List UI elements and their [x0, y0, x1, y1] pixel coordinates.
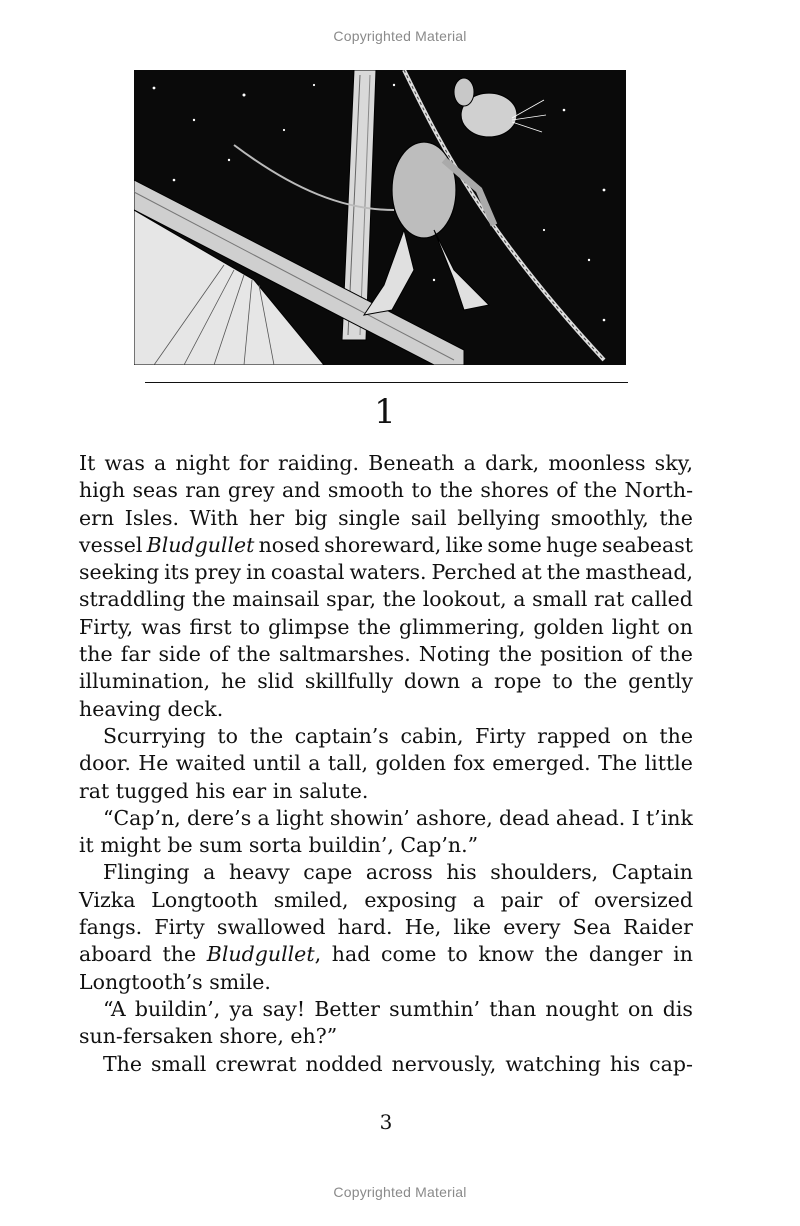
- text-word: the: [79, 642, 113, 667]
- text-word: gently: [628, 669, 693, 694]
- text-word: be: [167, 833, 200, 858]
- text-word: than: [489, 996, 537, 1021]
- text-line: [79, 1023, 693, 1050]
- text-word: the: [659, 505, 693, 530]
- text-line: [79, 532, 693, 559]
- text-word: huge: [546, 532, 598, 557]
- text-word: swallowed: [216, 915, 326, 940]
- text-word: straddling: [79, 587, 186, 612]
- text-word: t’ink: [645, 805, 693, 830]
- text-word: in: [246, 560, 266, 585]
- text-word: first: [189, 614, 232, 639]
- text-word: his: [195, 778, 233, 803]
- page-number: 3: [379, 1110, 393, 1134]
- text-word: a: [203, 860, 216, 885]
- text-word: Cap’n.”: [400, 833, 479, 858]
- text-word: light: [275, 805, 324, 830]
- chapter-number: 1: [374, 392, 396, 432]
- text-line: [79, 914, 693, 941]
- chapter-divider-rule: [145, 382, 628, 383]
- text-line: [79, 668, 693, 695]
- text-word: danger: [588, 942, 663, 967]
- text-word: Isles.: [124, 505, 180, 530]
- text-word: sumthin’: [389, 996, 481, 1021]
- text-word: cape: [303, 860, 353, 885]
- text-line: [79, 805, 693, 832]
- text-word: smiled,: [273, 887, 349, 912]
- text-word: raiding.: [277, 451, 360, 475]
- text-word: “Cap’n,: [103, 805, 181, 830]
- text-word: pair: [500, 887, 543, 912]
- text-word: shore,: [219, 1024, 291, 1049]
- text-word: spar,: [326, 587, 376, 612]
- text-line: [79, 559, 693, 586]
- text-word: golden: [533, 614, 604, 639]
- text-word: rope: [493, 669, 542, 694]
- text-word: the: [162, 942, 197, 967]
- text-word: Better: [314, 996, 380, 1021]
- text-word: vessel: [79, 532, 143, 557]
- text-word: sorta: [248, 833, 309, 858]
- text-line: [79, 750, 693, 777]
- text-word: Bludgullet,: [206, 942, 322, 967]
- text-word: a: [308, 751, 321, 776]
- text-word: the: [583, 669, 618, 694]
- text-word: Scurrying: [103, 723, 206, 748]
- text-word: Vizka: [79, 887, 136, 912]
- text-word: eh?”: [290, 1024, 338, 1049]
- text-word: to: [552, 669, 573, 694]
- text-word: until: [253, 751, 301, 776]
- text-word: a: [154, 451, 167, 475]
- text-word: crewrat: [215, 1051, 297, 1076]
- text-word: Firty,: [79, 614, 134, 639]
- text-word: I: [631, 805, 640, 830]
- text-word: “A: [103, 996, 126, 1021]
- text-word: little: [644, 751, 693, 776]
- text-word: lookout,: [422, 587, 507, 612]
- text-word: Sea: [572, 915, 612, 940]
- text-line: [79, 723, 693, 750]
- text-word: seabeast: [601, 532, 693, 557]
- text-line: [79, 996, 693, 1023]
- text-word: fox: [453, 751, 485, 776]
- text-word: captain’s: [294, 723, 389, 748]
- text-line: [79, 641, 693, 668]
- text-word: rapped: [537, 723, 611, 748]
- text-word: glimmering,: [398, 614, 526, 639]
- text-word: nervously,: [391, 1051, 497, 1076]
- text-word: a: [472, 887, 485, 912]
- text-word: tall,: [327, 751, 368, 776]
- text-word: waited: [175, 751, 246, 776]
- text-word: coastal: [270, 560, 345, 585]
- text-word: buildin’,: [134, 996, 221, 1021]
- text-word: a: [257, 805, 270, 830]
- text-word: shoreward,: [324, 532, 442, 557]
- text-word: far: [120, 642, 151, 667]
- text-word: shoulders,: [490, 860, 599, 885]
- text-word: a: [513, 587, 526, 612]
- text-word: He: [138, 751, 169, 776]
- text-word: had: [331, 942, 371, 967]
- text-word: on: [627, 996, 654, 1021]
- text-word: glimpse: [268, 614, 350, 639]
- text-word: moonless: [548, 451, 646, 475]
- text-word: for: [239, 451, 269, 475]
- text-word: smooth: [327, 478, 404, 503]
- text-word: like: [445, 532, 484, 557]
- text-line: [79, 586, 693, 613]
- text-word: the: [546, 560, 581, 585]
- text-word: on: [667, 614, 693, 639]
- text-line: [79, 778, 693, 805]
- text-word: Raider: [623, 915, 693, 940]
- text-word: seas: [132, 478, 178, 503]
- text-word: seeking: [79, 560, 160, 585]
- text-word: called: [630, 587, 693, 612]
- text-word: to: [217, 723, 238, 748]
- text-word: might: [100, 833, 168, 858]
- text-word: Beneath: [368, 451, 455, 475]
- text-word: nodded: [305, 1051, 383, 1076]
- text-word: fangs.: [79, 915, 143, 940]
- text-word: sum: [199, 833, 249, 858]
- text-word: nought: [545, 996, 619, 1021]
- text-word: know: [478, 942, 534, 967]
- text-line: [79, 1051, 693, 1078]
- text-word: nosed: [258, 532, 320, 557]
- text-word: night: [175, 451, 230, 475]
- text-word: small: [532, 587, 588, 612]
- text-word: rat: [79, 778, 116, 803]
- text-word: smoothly,: [550, 505, 649, 530]
- text-word: heaving: [79, 696, 168, 721]
- text-word: Firty: [475, 723, 526, 748]
- text-word: and: [281, 478, 321, 503]
- text-line: [79, 477, 693, 504]
- text-word: He,: [404, 915, 442, 940]
- text-word: say!: [262, 996, 306, 1021]
- text-word: The: [103, 1051, 143, 1076]
- text-word: It: [79, 451, 96, 475]
- text-word: down: [403, 669, 461, 694]
- text-word: the: [544, 942, 579, 967]
- text-word: the: [439, 478, 473, 503]
- text-word: across: [365, 860, 433, 885]
- text-word: ear: [232, 778, 273, 803]
- text-word: dead: [499, 805, 550, 830]
- text-word: some: [487, 532, 542, 557]
- text-word: the: [659, 723, 693, 748]
- text-line: [79, 887, 693, 914]
- text-word: ashore,: [416, 805, 493, 830]
- text-word: rat: [593, 587, 625, 612]
- text-line: [79, 505, 693, 532]
- text-word: Flinging: [103, 860, 190, 885]
- text-line: [79, 696, 693, 723]
- text-word: of: [556, 478, 577, 503]
- text-word: prey: [194, 560, 242, 585]
- text-line: [79, 941, 693, 968]
- text-word: Bludgullet: [146, 532, 255, 557]
- text-word: was: [141, 614, 182, 639]
- text-word: shores: [480, 478, 549, 503]
- text-word: to: [239, 614, 261, 639]
- text-word: of: [558, 887, 579, 912]
- text-word: sail: [410, 505, 447, 530]
- text-word: door.: [79, 751, 131, 776]
- text-word: masthead,: [585, 560, 693, 585]
- text-word: showin’: [329, 805, 410, 830]
- text-word: her: [248, 505, 285, 530]
- text-word: oversized: [593, 887, 693, 912]
- text-word: dere’s: [187, 805, 252, 830]
- text-word: Perched: [431, 560, 517, 585]
- text-word: come: [381, 942, 437, 967]
- text-word: exposing: [364, 887, 457, 912]
- text-word: its: [164, 560, 190, 585]
- text-word: grey: [227, 478, 275, 503]
- text-word: waters.: [349, 560, 427, 585]
- text-word: cap-: [649, 1051, 693, 1076]
- text-word: high: [79, 478, 126, 503]
- text-word: tugged: [115, 778, 196, 803]
- text-word: ahead.: [555, 805, 626, 830]
- text-word: mainsail: [232, 587, 320, 612]
- text-word: single: [338, 505, 401, 530]
- text-word: small: [151, 1051, 207, 1076]
- text-word: to: [447, 942, 468, 967]
- text-word: salute.: [299, 778, 369, 803]
- text-word: a: [470, 669, 484, 694]
- text-word: his: [446, 860, 477, 885]
- text-word: bellying: [457, 505, 541, 530]
- text-word: in: [272, 778, 299, 803]
- text-word: skillfully: [304, 669, 393, 694]
- text-word: position: [540, 642, 624, 667]
- text-word: buildin’,: [308, 833, 401, 858]
- text-word: dark,: [485, 451, 540, 475]
- text-word: golden: [375, 751, 446, 776]
- text-word: emerged.: [492, 751, 591, 776]
- text-word: on: [622, 723, 648, 748]
- text-word: the: [357, 614, 392, 639]
- text-word: Noting: [418, 642, 491, 667]
- text-word: light: [611, 614, 660, 639]
- copyright-watermark-top: Copyrighted Material: [333, 28, 467, 44]
- text-word: he: [221, 669, 247, 694]
- text-word: Longtooth’s: [79, 969, 210, 994]
- text-line: [79, 614, 693, 641]
- text-word: of: [631, 642, 652, 667]
- text-word: deck.: [167, 696, 224, 721]
- text-word: like: [453, 915, 492, 940]
- text-word: aboard: [79, 942, 152, 967]
- text-word: at: [521, 560, 542, 585]
- text-word: Captain: [611, 860, 693, 885]
- text-word: the: [659, 642, 693, 667]
- text-word: every: [503, 915, 561, 940]
- text-word: ran: [185, 478, 221, 503]
- text-word: Longtooth: [151, 887, 258, 912]
- text-word: the: [382, 587, 417, 612]
- text-word: watching: [505, 1051, 601, 1076]
- text-word: sun-fersaken: [79, 1024, 220, 1049]
- text-word: sky,: [654, 451, 693, 475]
- text-word: a: [463, 451, 476, 475]
- text-line: [79, 969, 693, 996]
- text-word: saltmarshes.: [278, 642, 411, 667]
- text-word: ya: [229, 996, 254, 1021]
- text-word: ern: [79, 505, 115, 530]
- text-word: in: [673, 942, 693, 967]
- text-word: With: [189, 505, 239, 530]
- chapter-body-text: [79, 450, 693, 1078]
- text-word: the: [237, 642, 271, 667]
- text-word: was: [104, 451, 145, 475]
- text-word: cabin,: [400, 723, 464, 748]
- text-word: smile.: [209, 969, 271, 994]
- copyright-watermark-bottom: Copyrighted Material: [333, 1184, 467, 1200]
- text-word: the: [583, 478, 618, 503]
- text-word: the: [249, 723, 284, 748]
- text-word: it: [79, 833, 101, 858]
- text-word: side: [158, 642, 201, 667]
- text-word: hard.: [337, 915, 393, 940]
- text-word: dis: [662, 996, 693, 1021]
- text-word: of: [209, 642, 229, 667]
- text-word: to: [411, 478, 432, 503]
- text-word: his: [609, 1051, 641, 1076]
- text-word: the: [498, 642, 533, 667]
- text-word: big: [294, 505, 328, 530]
- text-word: Firty: [154, 915, 205, 940]
- text-word: North-: [624, 478, 693, 503]
- text-word: illumination,: [79, 669, 211, 694]
- text-word: The: [598, 751, 638, 776]
- text-line: [79, 859, 693, 886]
- text-word: heavy: [228, 860, 290, 885]
- chapter-illustration: [134, 70, 626, 365]
- text-word: the: [192, 587, 226, 612]
- text-line: [79, 832, 693, 859]
- text-word: slid: [257, 669, 294, 694]
- text-line: [79, 450, 693, 477]
